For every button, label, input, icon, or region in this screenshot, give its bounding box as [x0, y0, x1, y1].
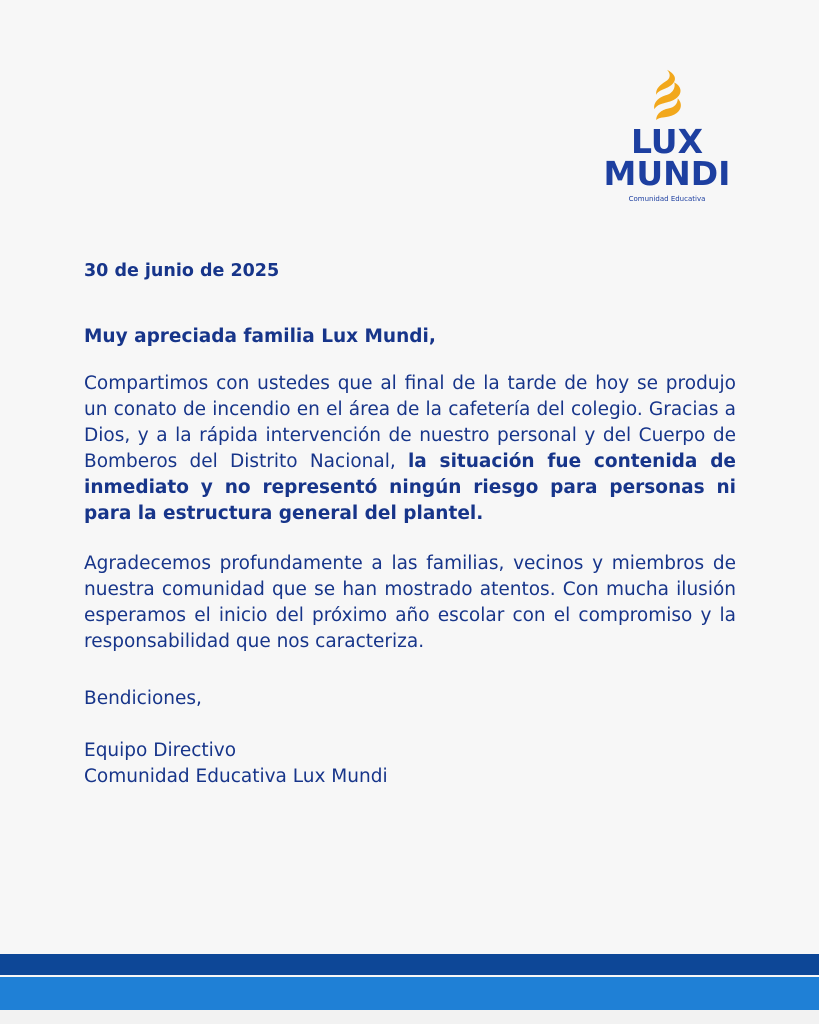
footer-band-bottom — [0, 1010, 819, 1024]
school-logo — [604, 68, 730, 204]
logo-word-mundi: MUNDI — [603, 154, 731, 193]
flame-icon — [645, 68, 689, 120]
letter-date: 30 de junio de 2025 — [84, 261, 280, 281]
letter-closing: Bendiciones, — [84, 688, 202, 709]
signature-line-1: Equipo Directivo — [84, 740, 237, 761]
footer-band-light — [0, 977, 819, 1010]
paragraph-incident — [84, 371, 736, 527]
footer-band-dark — [0, 954, 819, 975]
letter-signature — [84, 738, 736, 790]
paragraph-incident-text: Compartimos con ustedes que al final de la tarde de hoy se produjo un conato de incendio en el área de la cafetería del colegio. Gracias a Dios, y a la rápida intervención de nuestro personal y del Cuerpo de Bomberos del Distrito Nacional, — [84, 373, 736, 472]
paragraph-thanks: Agradecemos profundamente a las familias, vecinos y miembros de nuestra comunidad que se han mostrado atentos. Con mucha ilusión esperamos el inicio del próximo año escolar con el compromiso y la responsabilidad que nos caracteriza. — [84, 553, 736, 652]
letter-salutation: Muy apreciada familia Lux Mundi, — [84, 326, 436, 347]
logo-word-lux: LUX — [630, 122, 704, 161]
paragraph-incident-bold: la situación fue contenida de inmediato y no representó ningún riesgo para personas ni para la estructura general del plantel. — [84, 451, 736, 524]
logo-subtitle: Comunidad Educativa — [628, 195, 706, 203]
letter-body — [84, 258, 736, 790]
signature-line-2: Comunidad Educativa Lux Mundi — [84, 766, 388, 787]
